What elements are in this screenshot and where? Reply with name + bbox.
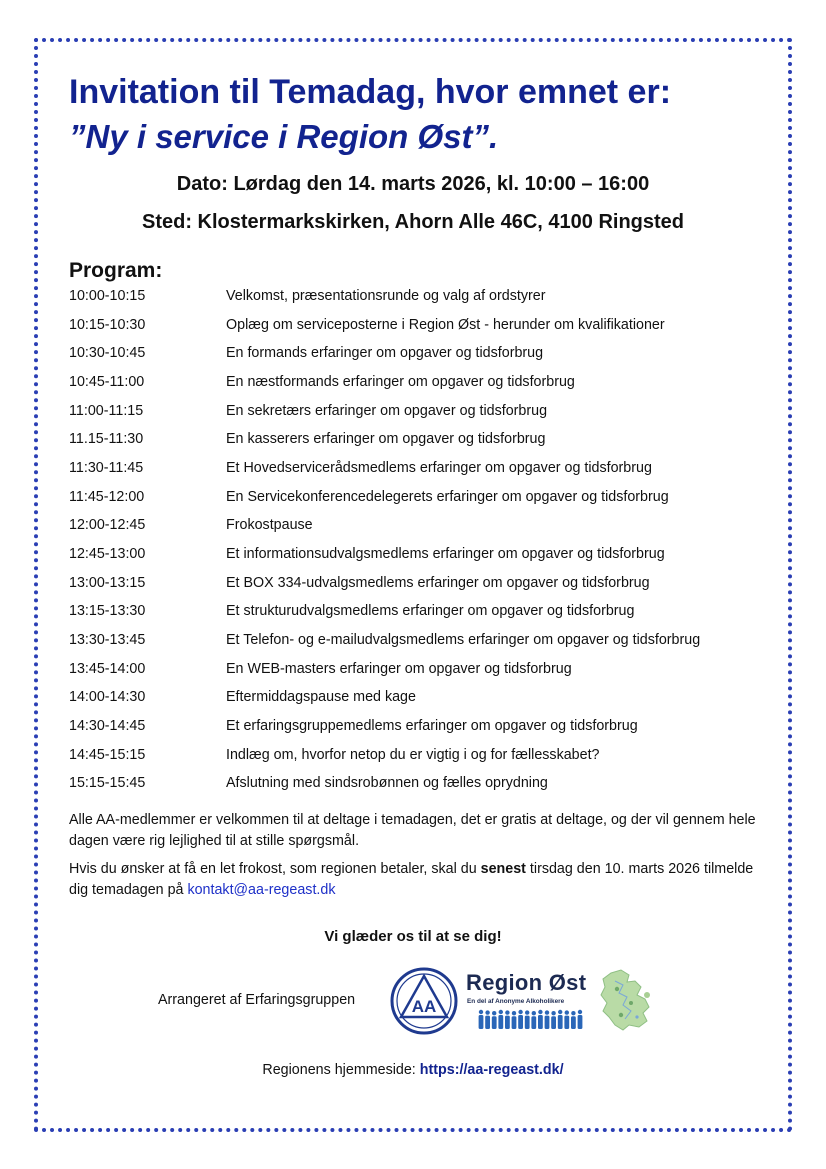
lunch-text-after: tirsdag den 10. marts 2026 tilmelde dig temadagen på bbox=[69, 861, 754, 898]
program-heading: Program: bbox=[69, 259, 163, 282]
date-line: Dato: Lørdag den 14. marts 2026, kl. 10:00 – 16:00 bbox=[176, 173, 650, 195]
intro-paragraph: Alle AA-medlemmer er velkommen til at deltage i temadagen, det er gratis at deltage, og der vil gennem hele dagen være rig lejlighed til at stille spørgsmål. bbox=[69, 812, 756, 849]
schedule-description: En Servicekonferencedelegerets erfaringer om opgaver og tidsforbrug bbox=[226, 488, 669, 505]
schedule-time: 13:15-13:30 bbox=[69, 603, 146, 620]
schedule-row bbox=[69, 514, 769, 543]
schedule-description: En kasserers erfaringer om opgaver og tidsforbrug bbox=[226, 431, 546, 448]
schedule-time: 11:45-12:00 bbox=[69, 488, 145, 505]
lunch-emphasis: senest bbox=[480, 861, 526, 877]
schedule-description: Et Hovedservicerådsmedlems erfaringer om opgaver og tidsforbrug bbox=[226, 459, 652, 476]
schedule-row bbox=[69, 543, 769, 572]
schedule-row bbox=[69, 600, 769, 629]
schedule-row bbox=[69, 285, 769, 314]
schedule-row bbox=[69, 772, 769, 801]
schedule-time: 12:45-13:00 bbox=[69, 545, 146, 562]
schedule-row bbox=[69, 428, 769, 457]
schedule-description: Velkomst, præsentationsrunde og valg af ordstyrer bbox=[226, 288, 546, 304]
schedule-row bbox=[69, 572, 769, 601]
schedule-description: Indlæg om, hvorfor netop du er vigtig i og for fællesskabet? bbox=[226, 746, 600, 763]
aa-logo-letters: AA bbox=[411, 997, 437, 1016]
schedule-row bbox=[69, 457, 769, 486]
lunch-text-before: Hvis du ønsker at få en let frokost, som regionen betaler, skal du bbox=[69, 861, 481, 877]
schedule-description: Et informationsudvalgsmedlems erfaringer om opgaver og tidsforbrug bbox=[226, 545, 665, 562]
schedule-description: En WEB-masters erfaringer om opgaver og tidsforbrug bbox=[226, 660, 572, 677]
schedule-description: En sekretærs erfaringer om opgaver og tidsforbrug bbox=[226, 402, 548, 419]
region-logo bbox=[464, 970, 592, 1034]
schedule-time: 10:45-11:00 bbox=[69, 373, 145, 390]
schedule-row bbox=[69, 715, 769, 744]
schedule-row bbox=[69, 371, 769, 400]
schedule-time: 13:45-14:00 bbox=[69, 660, 146, 677]
schedule-row bbox=[69, 342, 769, 371]
schedule-description: Oplæg om serviceposterne i Region Øst - herunder om kvalifikationer bbox=[226, 316, 665, 333]
program-schedule bbox=[69, 285, 769, 801]
schedule-row bbox=[69, 629, 769, 658]
schedule-time: 11:00-11:15 bbox=[69, 402, 144, 419]
organizer-text: Arrangeret af Erfaringsgruppen bbox=[158, 992, 356, 1008]
schedule-time: 13:30-13:45 bbox=[69, 631, 146, 648]
region-logo-tagline: En del af Anonyme Alkoholikere bbox=[467, 998, 565, 1005]
schedule-description: Frokostpause bbox=[226, 517, 313, 534]
schedule-row bbox=[69, 658, 769, 687]
schedule-description: En næstformands erfaringer om opgaver og tidsforbrug bbox=[226, 373, 575, 390]
closing-line: Vi glæder os til at se dig! bbox=[324, 928, 502, 945]
schedule-time: 10:00-10:15 bbox=[69, 288, 146, 304]
place-line: Sted: Klostermarkskirken, Ahorn Alle 46C, 4100 Ringsted bbox=[141, 211, 685, 233]
region-logo-name: Region Øst bbox=[466, 970, 587, 995]
schedule-time: 15:15-15:45 bbox=[69, 775, 146, 792]
schedule-row bbox=[69, 400, 769, 429]
schedule-description: Eftermiddagspause med kage bbox=[226, 689, 416, 706]
schedule-time: 11:30-11:45 bbox=[69, 459, 144, 476]
page-subtitle: ”Ny i service i Region Øst”. bbox=[69, 118, 499, 155]
homepage-line bbox=[0, 1062, 826, 1078]
schedule-time: 14:30-14:45 bbox=[69, 717, 146, 734]
schedule-row bbox=[69, 314, 769, 343]
contact-email-link[interactable]: kontakt@aa-regeast.dk bbox=[187, 882, 336, 898]
lunch-paragraph bbox=[69, 859, 769, 901]
schedule-time: 10:30-10:45 bbox=[69, 345, 146, 362]
schedule-description: Et erfaringsgruppemedlems erfaringer om opgaver og tidsforbrug bbox=[226, 717, 638, 734]
people-silhouettes-icon bbox=[478, 1008, 588, 1030]
schedule-time: 14:00-14:30 bbox=[69, 689, 146, 706]
homepage-label: Regionens hjemmeside: bbox=[262, 1062, 420, 1078]
schedule-time: 11.15-11:30 bbox=[69, 431, 144, 448]
homepage-link[interactable]: https://aa-regeast.dk/ bbox=[419, 1062, 564, 1078]
schedule-description: Afslutning med sindsrobønnen og fælles oprydning bbox=[226, 775, 548, 792]
aa-logo-icon bbox=[390, 967, 458, 1035]
schedule-time: 10:15-10:30 bbox=[69, 316, 146, 333]
schedule-time: 12:00-12:45 bbox=[69, 517, 146, 534]
schedule-description: Et Telefon- og e-mailudvalgsmedlems erfaringer om opgaver og tidsforbrug bbox=[226, 631, 701, 648]
schedule-row bbox=[69, 744, 769, 773]
page-title: Invitation til Temadag, hvor emnet er: bbox=[69, 73, 672, 111]
schedule-row bbox=[69, 686, 769, 715]
schedule-time: 13:00-13:15 bbox=[69, 574, 146, 591]
schedule-time: 14:45-15:15 bbox=[69, 746, 146, 763]
schedule-description: Et BOX 334-udvalgsmedlems erfaringer om opgaver og tidsforbrug bbox=[226, 574, 650, 591]
schedule-row bbox=[69, 486, 769, 515]
schedule-description: Et strukturudvalgsmedlems erfaringer om opgaver og tidsforbrug bbox=[226, 603, 635, 620]
region-map-icon bbox=[597, 967, 653, 1033]
schedule-description: En formands erfaringer om opgaver og tidsforbrug bbox=[226, 345, 544, 362]
